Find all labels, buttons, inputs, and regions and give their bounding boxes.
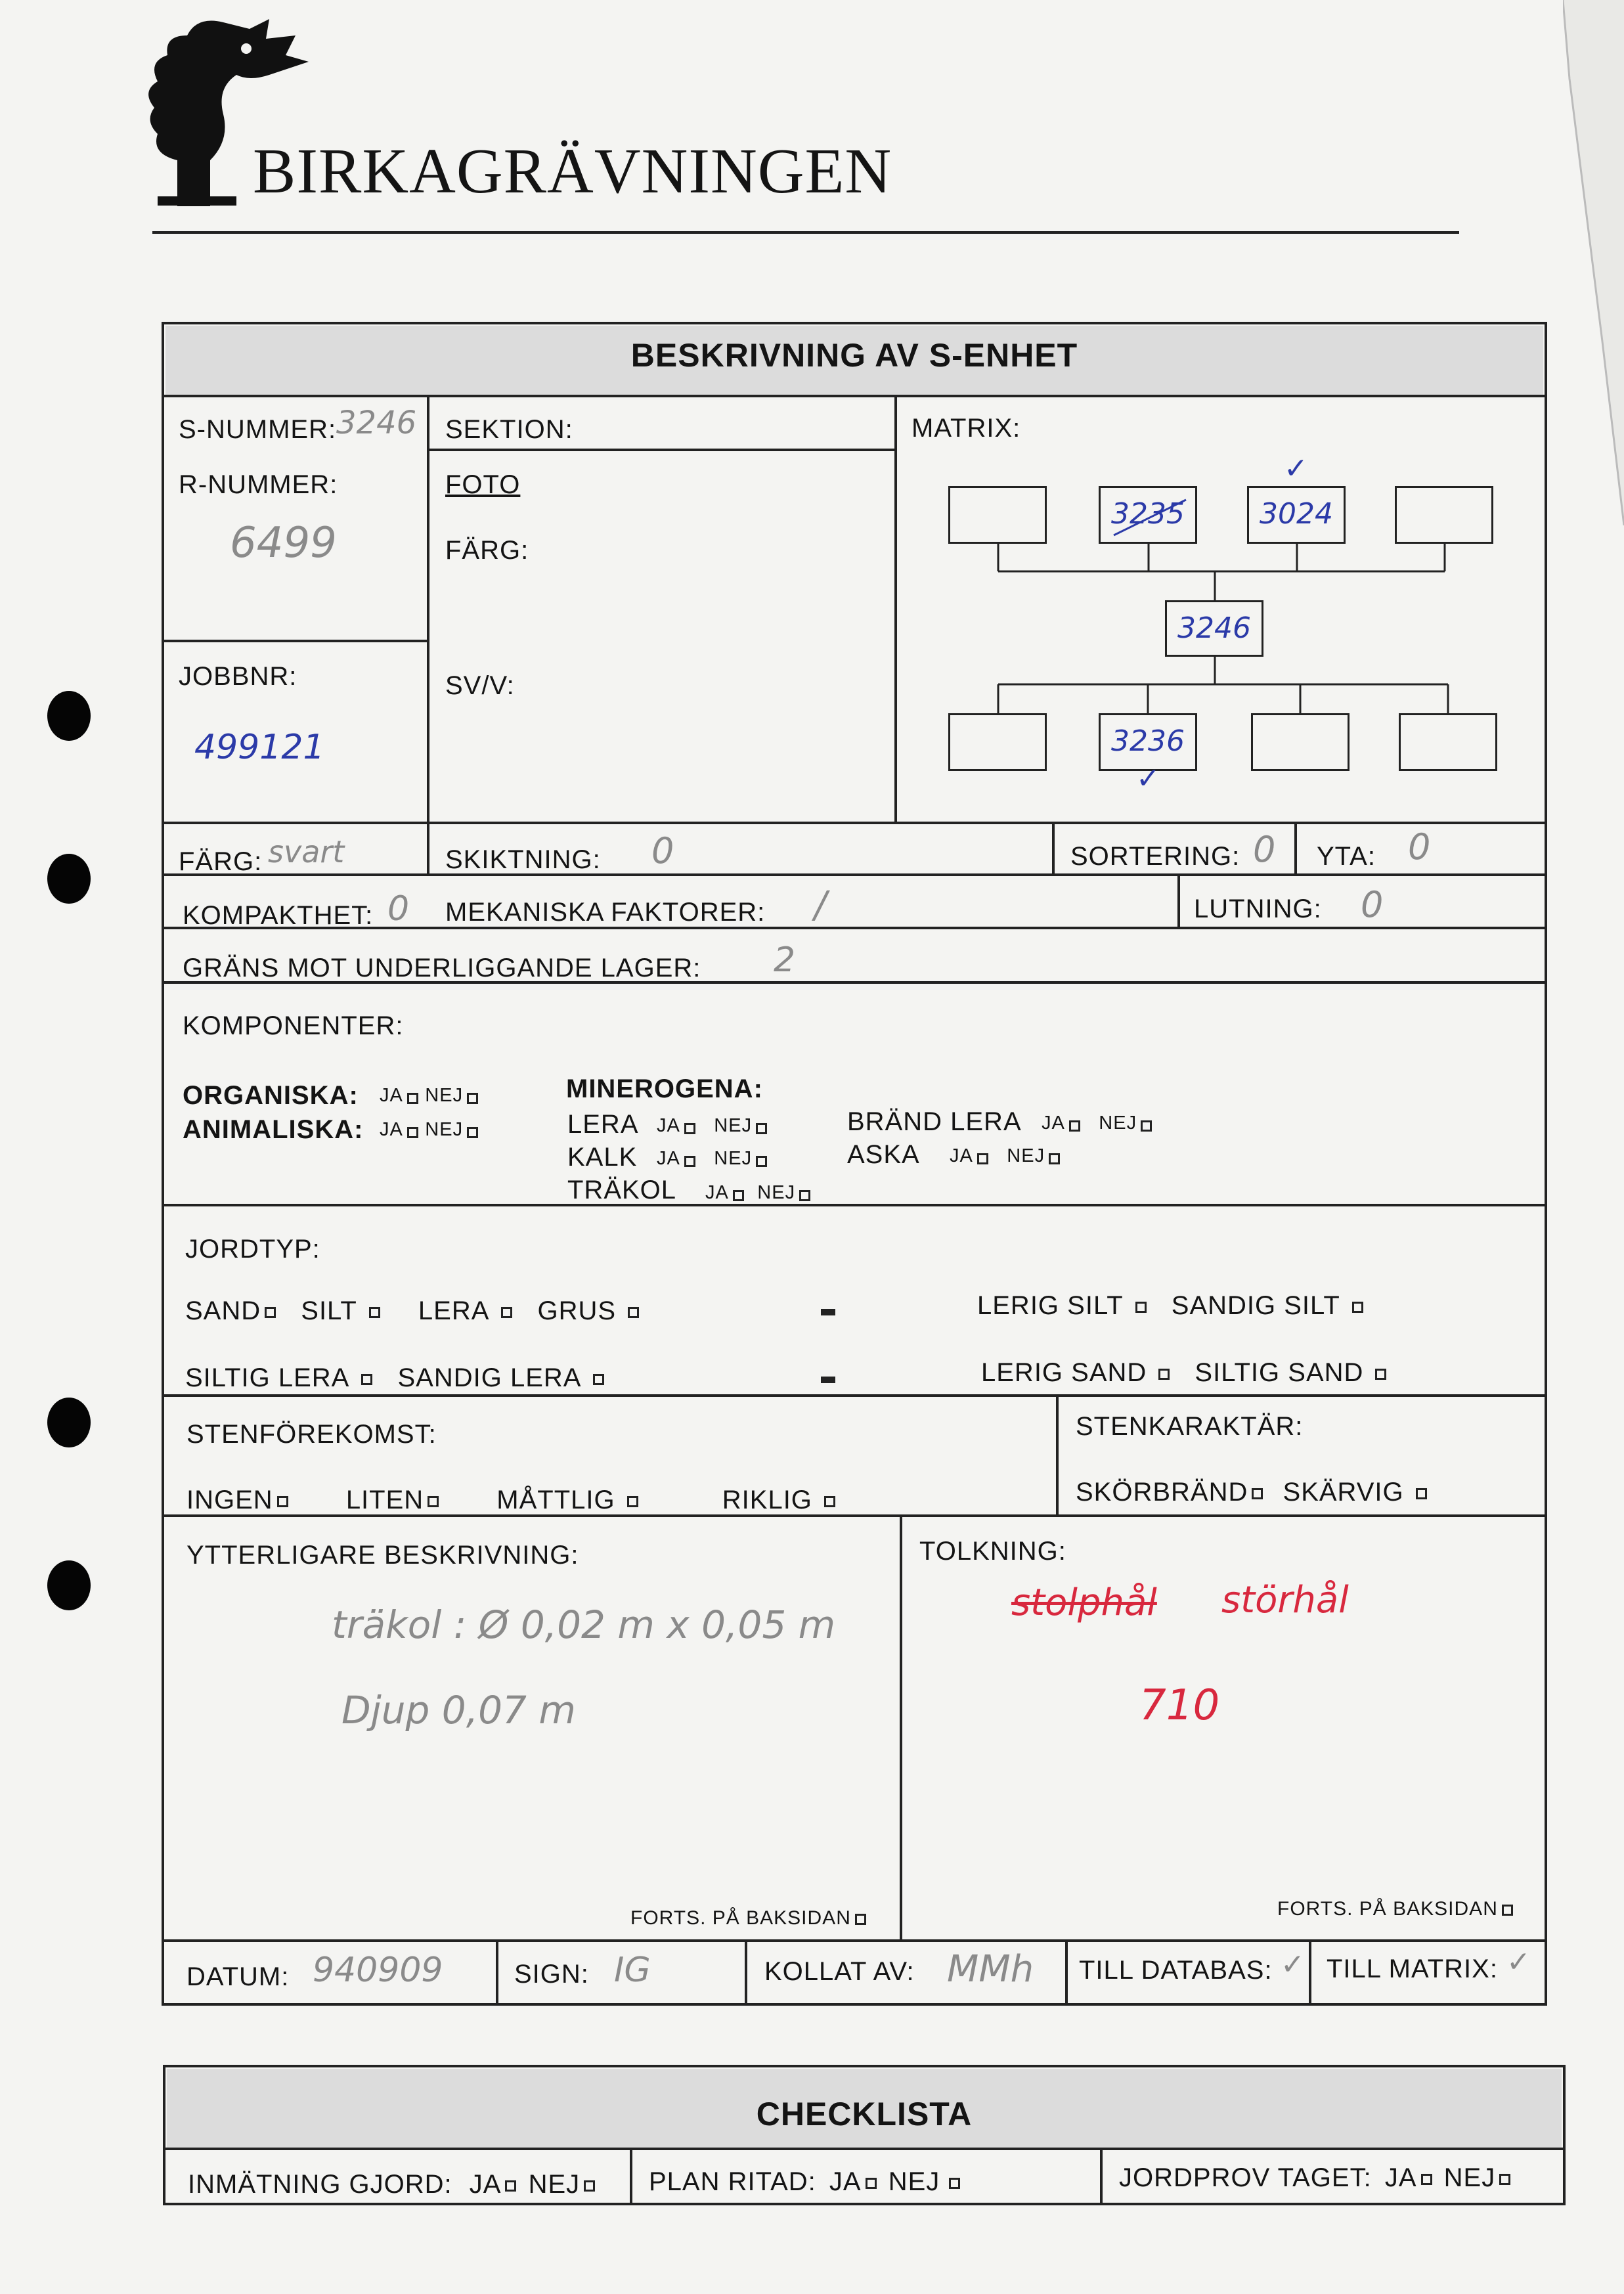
ytterligare-forts	[630, 1907, 870, 1930]
tolkning-forts	[1277, 1898, 1517, 1920]
matrix-box-center: 3246	[1165, 600, 1263, 657]
trakol-label: TRÄKOL	[567, 1176, 677, 1204]
divider-dash	[821, 1309, 835, 1315]
ja-label: JA	[380, 1085, 403, 1106]
lera-options	[657, 1115, 771, 1137]
ja-label: JA	[829, 2167, 862, 2196]
lera-ja-checkbox[interactable]	[684, 1123, 695, 1134]
sektion-label: SEKTION:	[445, 415, 573, 444]
sortering-label: SORTERING:	[1070, 842, 1240, 871]
liten-checkbox[interactable]	[428, 1496, 439, 1507]
jordtyp-option-label: SILTIG LERA	[185, 1363, 350, 1392]
matrix-check-icon: ✓	[1284, 452, 1308, 485]
skiktning-label: SKIKTNING:	[445, 845, 601, 874]
tolkning-struck: stolphål	[1011, 1581, 1157, 1624]
jordtyp-option-label: SAND	[185, 1296, 261, 1325]
till-databas-label: TILL DATABAS:	[1079, 1956, 1273, 1985]
siltig-sand-checkbox[interactable]	[1375, 1369, 1386, 1380]
checklist-title: CHECKLISTA	[756, 2096, 973, 2132]
nej-label: NEJ	[425, 1085, 464, 1106]
matrix-box-bottom-2: 3236	[1099, 713, 1197, 771]
kollat-av-value: MMh	[947, 1948, 1034, 1991]
jobbnr-label: JOBBNR:	[179, 662, 297, 691]
matrix-check-icon: ✓	[1136, 762, 1160, 795]
riklig-checkbox[interactable]	[824, 1496, 835, 1507]
jordtyp-label: JORDTYP:	[185, 1235, 320, 1264]
animaliska-nej-checkbox[interactable]	[467, 1127, 478, 1138]
jordtyp-option-label: LERA	[418, 1296, 490, 1325]
divider-dash	[821, 1377, 835, 1383]
jordtyp-row-1-right	[977, 1291, 1367, 1321]
tolkning-label: TOLKNING:	[919, 1537, 1066, 1566]
lera-checkbox[interactable]	[501, 1307, 512, 1318]
grus-checkbox[interactable]	[628, 1307, 639, 1318]
jordtyp-row-2	[185, 1363, 608, 1393]
till-matrix-check: ✓	[1506, 1945, 1531, 1979]
lerig-silt-checkbox[interactable]	[1135, 1302, 1147, 1313]
organiska-label: ORGANISKA:	[183, 1081, 359, 1110]
plan-ja-checkbox[interactable]	[866, 2178, 877, 2189]
farg-label: FÄRG:	[179, 847, 263, 876]
aska-label: ASKA	[847, 1140, 920, 1169]
r-nummer-value: 6499	[230, 519, 337, 567]
stenkaraktar-label: STENKARAKTÄR:	[1076, 1412, 1304, 1441]
brand-name: BIRKAGRÄVNINGEN	[253, 136, 892, 207]
brand-lera-options	[1042, 1113, 1156, 1134]
organiska-options	[380, 1085, 482, 1107]
sten-option-label: LITEN	[345, 1486, 424, 1514]
lutning-label: LUTNING:	[1194, 894, 1322, 923]
till-matrix-label: TILL MATRIX:	[1327, 1954, 1498, 1983]
sten-option-label: INGEN	[187, 1486, 273, 1514]
nej-label: NEJ	[425, 1119, 464, 1140]
mekaniska-faktorer-value: /	[814, 884, 827, 927]
grans-value: 2	[774, 940, 796, 980]
jordtyp-row-2-right	[981, 1358, 1390, 1388]
skarvig-checkbox[interactable]	[1416, 1488, 1427, 1499]
foto-label: FOTO	[445, 470, 521, 499]
sten-option-label: RIKLIG	[722, 1486, 812, 1514]
matrix-box-bottom-4	[1399, 713, 1497, 771]
plan-nej-checkbox[interactable]	[949, 2178, 960, 2189]
sandig-silt-checkbox[interactable]	[1352, 1302, 1363, 1313]
kollat-av-label: KOLLAT AV:	[764, 1957, 915, 1986]
sandig-lera-checkbox[interactable]	[593, 1374, 604, 1385]
ja-label: JA	[1384, 2163, 1417, 2192]
plan-row	[649, 2167, 964, 2197]
lutning-value: 0	[1361, 884, 1384, 925]
stenforekomst-label: STENFÖREKOMST:	[187, 1420, 437, 1449]
animaliska-options	[380, 1119, 482, 1141]
jordprov-nej-checkbox[interactable]	[1499, 2174, 1510, 2185]
jordprov-label: JORDPROV TAGET:	[1119, 2163, 1372, 2192]
nej-label: NEJ	[1099, 1113, 1137, 1134]
farg-label-section: FÄRG:	[445, 536, 529, 565]
nej-label: NEJ	[757, 1182, 796, 1203]
jordtyp-option-label: LERIG SILT	[977, 1291, 1124, 1320]
sign-label: SIGN:	[514, 1960, 589, 1989]
ja-label: JA	[1042, 1113, 1065, 1134]
nej-label: NEJ	[528, 2170, 581, 2199]
silt-checkbox[interactable]	[369, 1307, 380, 1318]
brand-lera-ja-checkbox[interactable]	[1069, 1120, 1080, 1132]
brand-lera-label: BRÄND LERA	[847, 1107, 1022, 1136]
ytterligare-line-2: Djup 0,07 m	[341, 1688, 576, 1732]
mattlig-checkbox[interactable]	[627, 1496, 638, 1507]
yta-label: YTA:	[1317, 842, 1376, 871]
grans-label: GRÄNS MOT UNDERLIGGANDE LAGER:	[183, 954, 701, 982]
inmatning-nej-checkbox[interactable]	[584, 2180, 595, 2192]
stenforekomst-options	[187, 1486, 839, 1515]
inmatning-ja-checkbox[interactable]	[505, 2180, 516, 2192]
jordtyp-row-1	[185, 1296, 643, 1326]
aska-options	[950, 1145, 1064, 1167]
kalk-nej-checkbox[interactable]	[756, 1156, 767, 1167]
nej-label: NEJ	[888, 2167, 940, 2196]
nej-label: NEJ	[714, 1148, 753, 1169]
lerig-sand-checkbox[interactable]	[1158, 1369, 1170, 1380]
nej-label: NEJ	[1007, 1145, 1045, 1166]
trakol-ja-checkbox[interactable]	[733, 1190, 744, 1201]
animaliska-label: ANIMALISKA:	[183, 1115, 364, 1144]
jordprov-row	[1119, 2163, 1514, 2193]
sand-checkbox[interactable]	[265, 1307, 276, 1318]
skiktning-value: 0	[651, 830, 674, 871]
ja-label: JA	[469, 2170, 502, 2199]
aska-ja-checkbox[interactable]	[977, 1153, 988, 1164]
ja-label: JA	[657, 1148, 680, 1169]
jobbnr-value: 499121	[194, 728, 325, 767]
sten-option-label: MÅTTLIG	[496, 1486, 615, 1514]
matrix-box-bottom-3	[1251, 713, 1350, 771]
datum-label: DATUM:	[187, 1962, 290, 1991]
jordtyp-option-label: SILTIG SAND	[1195, 1358, 1364, 1387]
animaliska-ja-checkbox[interactable]	[407, 1127, 418, 1138]
lera-nej-checkbox[interactable]	[756, 1123, 767, 1134]
jordtyp-option-label: SANDIG LERA	[397, 1363, 582, 1392]
ingen-checkbox[interactable]	[277, 1496, 288, 1507]
r-nummer-label: R-NUMMER:	[179, 470, 338, 499]
jordtyp-option-label: LERIG SAND	[981, 1358, 1147, 1387]
matrix-box-top-4	[1395, 486, 1493, 544]
plan-label: PLAN RITAD:	[649, 2167, 816, 2196]
brand-lera-nej-checkbox[interactable]	[1141, 1120, 1152, 1132]
siltig-lera-checkbox[interactable]	[361, 1374, 372, 1385]
forts-label: FORTS. PÅ BAKSIDAN	[1277, 1898, 1498, 1920]
trakol-nej-checkbox[interactable]	[799, 1190, 810, 1201]
sten-option-label: SKÄRVIG	[1283, 1478, 1404, 1507]
form-title: BESKRIVNING AV S-ENHET	[630, 337, 1078, 374]
forts-label: FORTS. PÅ BAKSIDAN	[630, 1907, 851, 1929]
nej-label: NEJ	[714, 1115, 753, 1136]
matrix-box-top-3: 3024	[1247, 486, 1346, 544]
matrix-box-bottom-1	[948, 713, 1047, 771]
sortering-value: 0	[1253, 829, 1276, 870]
ja-label: JA	[950, 1145, 973, 1166]
ytterligare-label: YTTERLIGARE BESKRIVNING:	[187, 1541, 579, 1570]
inmatning-label: INMÄTNING GJORD:	[188, 2170, 452, 2199]
ja-label: JA	[380, 1119, 403, 1140]
ja-label: JA	[657, 1115, 680, 1136]
trakol-options	[705, 1182, 814, 1204]
datum-value: 940909	[313, 1951, 443, 1990]
jordprov-ja-checkbox[interactable]	[1421, 2174, 1432, 2185]
inmatning-row	[188, 2170, 599, 2199]
lera-component-label: LERA	[567, 1110, 639, 1139]
ytterligare-line-1: träkol : Ø 0,02 m x 0,05 m	[332, 1602, 836, 1647]
komponenter-label: KOMPONENTER:	[183, 1011, 404, 1040]
jordtyp-option-label: GRUS	[537, 1296, 617, 1325]
kalk-ja-checkbox[interactable]	[684, 1156, 695, 1167]
jordtyp-option-label: SILT	[301, 1296, 357, 1325]
s-nummer-value: 3246	[336, 405, 417, 441]
s-nummer-label: S-NUMMER:	[179, 415, 337, 444]
minerogena-label: MINEROGENA:	[566, 1074, 763, 1103]
skorbrand-checkbox[interactable]	[1252, 1488, 1263, 1499]
kompakthet-label: KOMPAKTHET:	[183, 901, 374, 930]
svv-label: SV/V:	[445, 671, 515, 700]
matrix-box-top-1	[948, 486, 1047, 544]
mekaniska-faktorer-label: MEKANISKA FAKTORER:	[445, 898, 766, 927]
organiska-ja-checkbox[interactable]	[407, 1093, 418, 1104]
forts-checkbox[interactable]	[855, 1914, 866, 1925]
kalk-options	[657, 1148, 771, 1170]
matrix-label: MATRIX:	[911, 414, 1021, 443]
forts-checkbox[interactable]	[1502, 1905, 1513, 1916]
farg-value: svart	[268, 834, 345, 870]
tolkning-number: 710	[1139, 1681, 1220, 1730]
aska-nej-checkbox[interactable]	[1049, 1153, 1060, 1164]
nej-label: NEJ	[1443, 2163, 1496, 2192]
jordtyp-option-label: SANDIG SILT	[1171, 1291, 1340, 1320]
organiska-nej-checkbox[interactable]	[467, 1093, 478, 1104]
ja-label: JA	[705, 1182, 729, 1203]
stenkaraktar-options	[1076, 1478, 1431, 1507]
yta-value: 0	[1408, 826, 1431, 868]
till-databas-check: ✓	[1281, 1948, 1305, 1981]
kalk-label: KALK	[567, 1143, 638, 1172]
matrix-box-top-2: 3235	[1099, 486, 1197, 544]
sten-option-label: SKÖRBRÄND	[1076, 1478, 1248, 1507]
sign-value: IG	[614, 1951, 651, 1990]
tolkning-value: störhål	[1221, 1579, 1349, 1621]
kompakthet-value: 0	[387, 889, 410, 929]
